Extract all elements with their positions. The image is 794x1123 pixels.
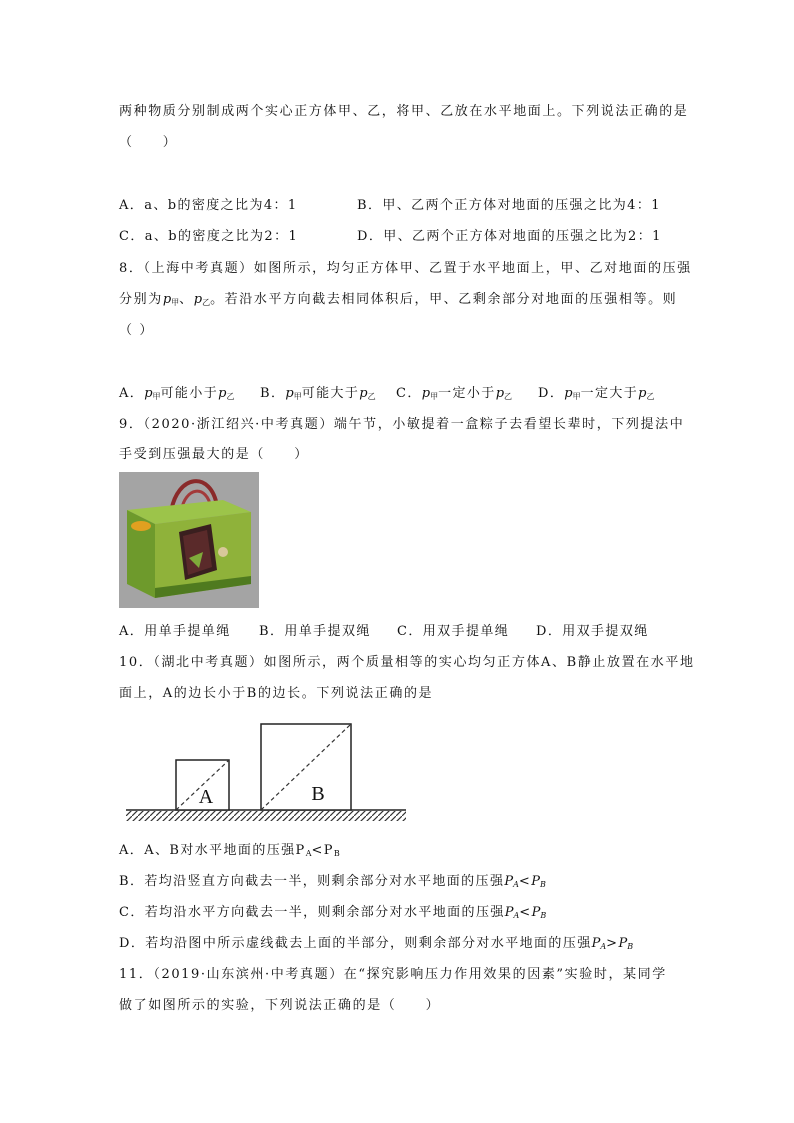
- q8-line2-post: 。若沿水平方向截去相同体积后，甲、乙剩余部分对地面的压强相等。则: [210, 292, 678, 307]
- q8-option-a: A．$p_甲$可能小于$p_乙$: [119, 386, 235, 401]
- q8-stem-line1: 8．（上海中考真题）如图所示，均匀正方体甲、乙置于水平地面上，甲、乙对地面的压强: [119, 261, 692, 276]
- ground-hatching: [126, 811, 406, 821]
- gift-box-drawing: [119, 472, 259, 608]
- q10-option-b: B．若均沿竖直方向截去一半，则剩余部分对水平地面的压强$P_A<P_B$: [119, 874, 546, 889]
- q8-line2-pre: 分别为: [119, 292, 163, 307]
- q9-option-d: D．用双手提双绳: [536, 624, 649, 639]
- q11-stem-line1: 11．（2019·山东滨州·中考真题）在“探究影响压力作用效果的因素”实验时，某同学: [119, 967, 667, 982]
- cubes-a-b-figure: [120, 690, 410, 829]
- q9-option-c: C．用双手提单绳: [397, 624, 510, 639]
- q10-stem-line2: 面上，A的边长小于B的边长。下列说法正确的是: [119, 686, 434, 701]
- q9-stem-line2: 手受到压强最大的是（ ）: [119, 447, 309, 462]
- q7-option-c: C．a、b的密度之比为2：1: [119, 229, 299, 244]
- q7-stem-line1: 两种物质分别制成两个实心正方体甲、乙，将甲、乙放在水平地面上。下列说法正确的是: [119, 104, 689, 119]
- q8-stem-line2: 分别为$p_甲$、$p_乙$。若沿水平方向截去相同体积后，甲、乙剩余部分对地面的压强相等。则: [119, 292, 678, 307]
- q9-option-b: B．用单手提双绳: [259, 624, 371, 639]
- q8-option-d: D．$p_甲$一定大于$p_乙$: [538, 386, 655, 401]
- q8-option-b: B．$p_甲$可能大于$p_乙$: [260, 386, 376, 401]
- cube-b-label: B: [311, 783, 325, 805]
- zongzi-gift-box-photo: [119, 472, 259, 608]
- q8-option-c: C．$p_甲$一定小于$p_乙$: [396, 386, 513, 401]
- q7-option-a: A．a、b的密度之比为4：1: [119, 198, 298, 213]
- q10-option-c: C．若均沿水平方向截去一半，则剩余部分对水平地面的压强$P_A<P_B$: [119, 905, 547, 920]
- q9-option-a: A．用单手提单绳: [119, 624, 231, 639]
- q9-stem-line1: 9．（2020·浙江绍兴·中考真题）端午节，小敏提着一盒粽子去看望长辈时，下列提法中: [119, 417, 685, 432]
- q11-stem-line2: 做了如图所示的实验，下列说法正确的是（ ）: [119, 998, 441, 1013]
- q10-option-a: A．A、B对水平地面的压强$P_A<P_B$: [119, 843, 340, 858]
- q10-option-d: D．若均沿图中所示虚线截去上面的半部分，则剩余部分对水平地面的压强$P_A>P_B$: [119, 936, 634, 951]
- q7-option-d: D．甲、乙两个正方体对地面的压强之比为2：1: [357, 229, 662, 244]
- q7-stem-line2: （ ）: [119, 135, 178, 150]
- q10-stem-line1: 10．（湖北中考真题）如图所示，两个质量相等的实心均匀正方体A、B静止放置在水平地: [119, 655, 695, 670]
- cube-a-label: A: [198, 786, 214, 808]
- q7-option-b: B．甲、乙两个正方体对地面的压强之比为4：1: [357, 198, 661, 213]
- q8-stem-line3: （ ）: [119, 323, 154, 338]
